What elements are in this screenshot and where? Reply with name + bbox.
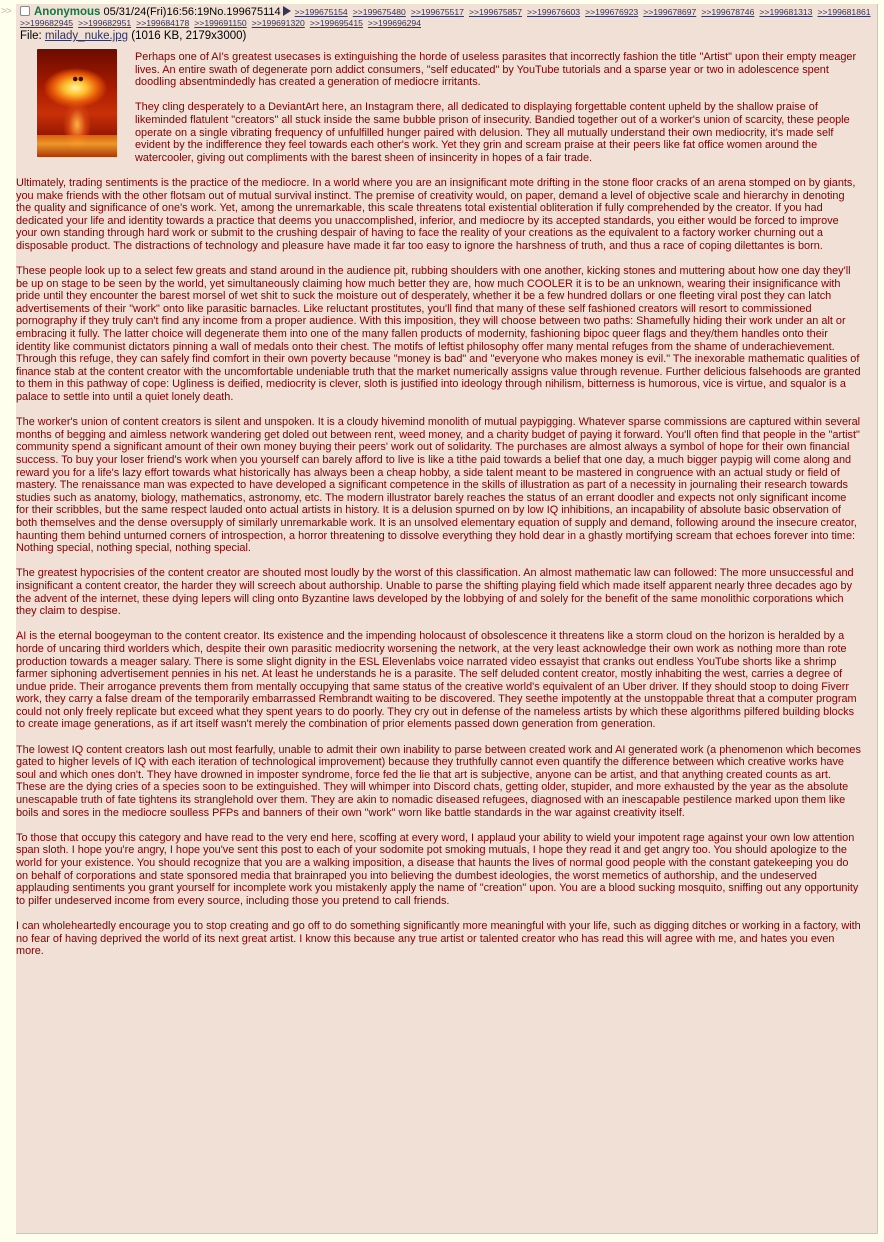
message-paragraph: To those that occupy this category and have read to the very end here, scoffing at every word, I applaud your ability to wield your impotent rage against your own low attention span sloth. I hope you're angry, I hope you've sent this post to each of your sodomite pot smoking mutuals, I hope they read it and get angry too. You should apologize to the world for your existence. You should recognize that you are a walking imposition, a disease that haunts the lives of normal good people with the constant gatekeeping you do on behalf of corporations and state sponsored media that brainraped you into believing the dumbest ideologies, the worst memetics of authorship, and the undeserved applauding sentiments you grant yourself for incomplete work you mistakenly apply the name of "creation" upon. You are a blood sucking mosquito, sniffing out any opportunity to pilfer undeserved income from every source, including those you pretend to call friends.	[16, 831, 859, 907]
post-message	[16, 43, 877, 958]
message-paragraph: AI is the eternal boogeyman to the content creator. Its existence and the impending holocaust of obsolescence it threatens like a storm cloud on the horizon is heralded by a horde of uncaring third worlders which, despite their own parasitic mediocrity worsening the network, at the very least acknowledge their own work as nothing more than rote production towards a meager salary. There is some slight dignity in the ESL Elevenlabs voice narrated video essayist that cranks out endless YouTube shorts like a shrimp farmer siphoning advertisement pennies in his net. At least he understands he is a parasite. The self deluded content creator, mostly inhabiting the west, carries a degree of undue pride. Their arrogance prevents them from mentally occupying that same status of the creative world's equivalent of an Uber driver. If they should stoop to doing Fiverr work, they carry a false dream of the temporarily embarrassed Rembrandt waiting to be discovered. They seethe impotently at the unstoppable threat that a computer program could not only freely replicate but exceed what they spent years to do poorly. They cry out in defense of the nameless artists by which these algorithms pilfered building blocks to create image generations, as if art itself wasn't merely the combination of prior elements passed down generation from generation.	[16, 630, 857, 731]
backlink[interactable]: >>199676923	[585, 7, 639, 17]
backlink[interactable]: >>199675857	[468, 7, 522, 17]
backlink[interactable]: >>199675517	[410, 7, 464, 17]
backlink[interactable]: >>199691150	[194, 18, 247, 28]
backlink[interactable]: >>199681861	[817, 7, 871, 17]
reply-post	[16, 4, 878, 1234]
backlink[interactable]: >>199681313	[759, 7, 813, 17]
post-header	[16, 4, 877, 29]
message-paragraph: The lowest IQ content creators lash out most fearfully, unable to admit their own inability to parse between created work and AI generated work (a phenomenon which becomes gated to higher levels of IQ with each iteration of technological improvement) because they truthfully cannot even quantify the difference between which creative works have soul and which ones don't. They have drowned in imposter syndrome, force fed the lie that art is subjective, anyone can be artist, and that anything created counts as art. These are the dying cries of a species soon to be extinguished. They will whimper into Discord chats, getting older, stupider, and more exhausted by the year as the absolute unescapable truth of fate tightens its stranglehold over them. They are akin to nomadic diseased refugees, diagnosed with an inescapable pestilence marked upon them like boils and sores in the mediocre soulless PFPs and banners of their own "work" worn like battle standards in the war against creativity itself.	[16, 743, 861, 819]
message-paragraph: Perhaps one of AI's greatest usecases is extinguishing the horde of useless parasites that incorrectly fashion the title "Artist" upon their empty meager lives. An entire swath of degenerate porn addict consumers, "self educated" by YouTube tutorials and a sparse year or two in adolescence spent doodling absentmindedly has created a generation of mediocre irritants.	[135, 51, 857, 89]
message-paragraph: These people look up to a select few greats and stand around in the audience pit, rubbing shoulders with one another, kicking stones and muttering about how one day they'll be up on stage to be seen by the world, yet simultaneously claiming how much better they are, how much COOLER it is to be an unknown, wearing their insignificance with pride until they encounter the barest morsel of wet shit to suck the moisture out of desperately, whether it be a few hundred dollars or one fleeting viral post they can latch advertisements of their "work" onto like parasitic barnacles. Like reluctant prostitutes, you'll find that many of these self fashioned creators will resort to commissioned pornography if they truly can't find any income from a proper audience. With this imposition, they will choose between two paths: Shamefully hiding their work under an alt or embracing it fully. The latter choice will degenerate them into one of the many fallen products of modernity, fashioning bipoc queer flags and they/them handles onto their identity like communist dictators pinning a wall of medals onto their chest. The motifs of leftist philosophy offer many mental refuges from the shame of underachievement. Through this refuge, they can safely find comfort in their own poverty because "money is bad" and "everyone who makes money is evil." The inexorable mathematic qualities of finance stab at the content creator with the uncomfortable undeniable truth that the market numerically assigns value through revenue. Further delicious falsehoods are granted to them in this pathway of cope: Ugliness is deified, mediocrity is clever, sloth is justified into ideology through nihilism, bitterness is humorous, vice is virtue, and squalor is a palace to settle into until a quiet lonely death.	[16, 265, 861, 404]
file-details: (1016 KB, 2179x3000)	[131, 30, 247, 42]
file-info	[16, 29, 877, 43]
message-paragraph: They cling desperately to a DeviantArt here, an Instagram there, all dedicated to displaying forgettable content upheld by the shallow praise of likeminded flatulent "creators" all stuck inside the same bubble prison of insecurity. Bandied together out of a worker's union of scarcity, these people operate on a single vibrating frequency of unfulfilled hunger paired with delusion. They all mutually understand their own mediocrity, it's made self evident by the indifference they feel towards each other's work. Yet they grin and scream praise at their peers like fat office women around the watercooler, giving out compliments with the barest sheen of insincerity in hopes of a fair trade.	[135, 101, 850, 164]
post-number[interactable]: No.199675114	[209, 6, 281, 18]
backlink[interactable]: >>199682945	[20, 18, 74, 28]
post-thumbnail-image[interactable]	[37, 49, 117, 157]
backlink[interactable]: >>199691320	[251, 18, 305, 28]
poster-name: Anonymous	[34, 6, 101, 18]
backlink[interactable]: >>199696294	[367, 18, 421, 28]
post-menu-arrow-icon[interactable]	[283, 6, 291, 16]
backlink[interactable]: >>199678697	[643, 7, 697, 17]
thumbnail-face-detail	[71, 75, 85, 85]
post-datetime: 05/31/24(Fri)16:56:19	[103, 6, 210, 18]
file-link[interactable]: milady_nuke.jpg	[44, 30, 129, 42]
backlink[interactable]: >>199682951	[78, 18, 132, 28]
backlink[interactable]: >>199695415	[309, 18, 363, 28]
message-paragraph: The worker's union of content creators is silent and unspoken. It is a cloudy hivemind monolith of mutual paypigging. Whatever sparse commissions are captured within several months of begging and aimless network wandering get doled out between rent, weed money, and a charity budget of paying it forward. You'll often find that people in the "artist" community spend a significant amount of their own money buying their peers' work out of solidarity. The purchases are almost always a symbol of hope for their own financial success. To buy your loser friend's work when you yourself can barely afford to live is like a tithe paid towards a belief that one day, a much bigger paypig will come along and reward you for a life's lazy effort towards what historically has always been a cheap hobby, a side talent meant to be mastered in congruence with an actual study or field of mastery. The renaissance man was expected to have developed a significant competence in the skills of illustration as part of a necessity in journaling their research towards studies such as anatomy, biology, mathematics, astronomy, etc. The modern illustrator barely reaches the status of an errant doodler and expects not only significant income for their scribbles, but the same respect lauded onto actual artists in history. It is a delusion spurned on by low IQ inhibitions, an incapability of absolute basic observation of both themselves and the dense oversupply of similarly unremarkable work. It is an unsolved elementary equation of supply and demand, following around the insecure creator, haunting them behind unturned corners of introspection, a horror threatening to dissolve everything they hold dear in a ghastly mortifying scream that echoes forever into time: Nothing special, nothing special, nothing special.	[16, 416, 861, 555]
file-label: File:	[20, 30, 42, 42]
backlink[interactable]: >>199675480	[352, 7, 406, 17]
message-paragraph: I can wholeheartedly encourage you to stop creating and go off to do something significantly more meaningful with your life, such as digging ditches or working in a factory, with no fear of having deprived the world of its next great artist. I know this because any true artist or talented creator who has read this will agree with me, and hates you even more.	[16, 919, 861, 958]
thumbnail-ground-glow	[37, 135, 117, 157]
backlink[interactable]: >>199675154	[294, 7, 348, 17]
side-marker: >>	[1, 6, 11, 17]
backlink[interactable]: >>199676603	[527, 7, 581, 17]
message-paragraph: The greatest hypocrisies of the content creator are shouted most loudly by the worst of this classification. An almost mathematic law can followed: The more unsuccessful and insignificant a content creator, the harder they will screech about authorship. Unable to parse the shifting playing field which made itself apparent nearly three decades ago by the advent of the internet, these dying lepers will cling onto Byzantine laws developed by the lobbying of and solely for the benefit of the same monolithic corporations which they claim to despise.	[16, 567, 854, 618]
post-select-checkbox[interactable]	[20, 6, 30, 16]
backlink[interactable]: >>199684178	[136, 18, 190, 28]
message-paragraph: Ultimately, trading sentiments is the practice of the mediocre. In a world where you are an insignificant mote drifting in the stone floor cracks of an arena stomped on by giants, you make friends with the other flotsam out of mutual survival instinct. The premise of creativity would, on paper, demand a level of objective scale and hierarchy in denoting the quality and significance of one's work. Yet, among the unremarkable, this scale threatens total existential obliteration if fully comprehended by the creator. If you had dedicated your life and identity towards a practice that deems you unaccomplished, inferior, and mediocre by its accepted standards, you either would be forced to improve your own standing through hard work or submit to the crushing despair of having to face the reality of your creations as the equivalent to a factory worker churning out a disposable product. The distractions of technology and pleasure have made it far too easy to ignore the harshness of truth, and thus a race of coping dilettantes is born.	[16, 176, 856, 252]
backlink[interactable]: >>199678746	[701, 7, 755, 17]
